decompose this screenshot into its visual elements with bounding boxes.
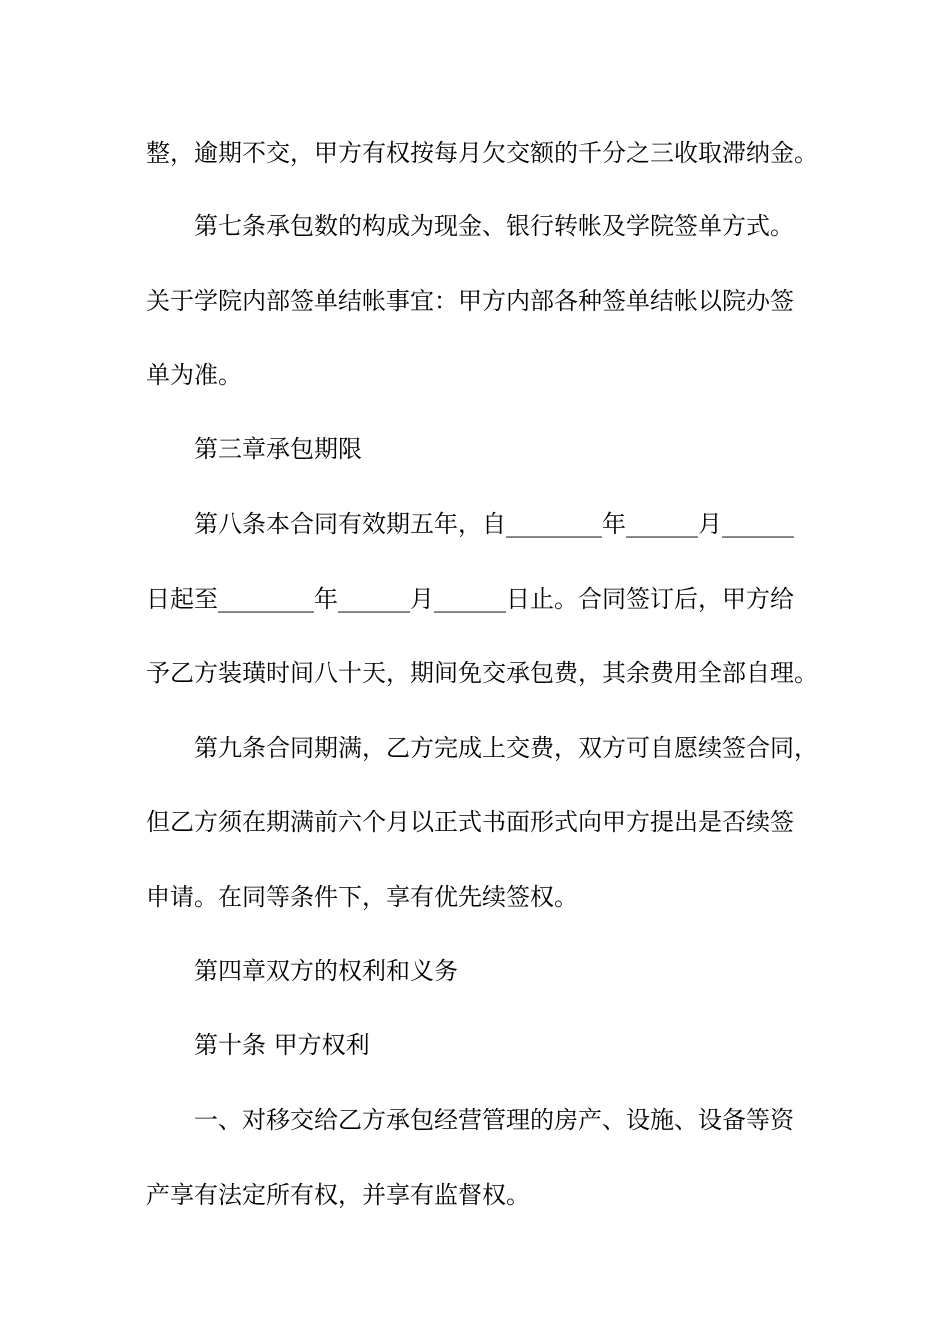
- paragraph-line: 关于学院内部签单结帐事宜：甲方内部各种签单结帐以院办签: [146, 287, 794, 315]
- paragraph-line: 产享有法定所有权，并享有监督权。: [146, 1181, 530, 1209]
- paragraph-line: 第七条承包数的构成为现金、银行转帐及学院签单方式。: [194, 212, 794, 240]
- paragraph-line: 整，逾期不交，甲方有权按每月欠交额的千分之三收取滞纳金。: [146, 139, 818, 167]
- paragraph-line: 第九条合同期满，乙方完成上交费，双方可自愿续签合同，: [194, 734, 818, 762]
- paragraph-line: 单为准。: [146, 361, 242, 389]
- paragraph-line: 但乙方须在期满前六个月以正式书面形式向甲方提出是否续签: [146, 808, 794, 836]
- chapter-heading: 第四章双方的权利和义务: [194, 957, 458, 985]
- paragraph-line: 日起至________年______月______日止。合同签订后，甲方给: [146, 585, 794, 613]
- article-heading: 第十条 甲方权利: [194, 1031, 370, 1059]
- paragraph-line: 一、对移交给乙方承包经营管理的房产、设施、设备等资: [194, 1106, 794, 1134]
- paragraph-line: 申请。在同等条件下，享有优先续签权。: [146, 883, 578, 911]
- paragraph-line: 予乙方装璜时间八十天，期间免交承包费，其余费用全部自理。: [146, 659, 818, 687]
- paragraph-line: 第八条本合同有效期五年，自________年______月______: [194, 510, 794, 538]
- chapter-heading: 第三章承包期限: [194, 435, 362, 463]
